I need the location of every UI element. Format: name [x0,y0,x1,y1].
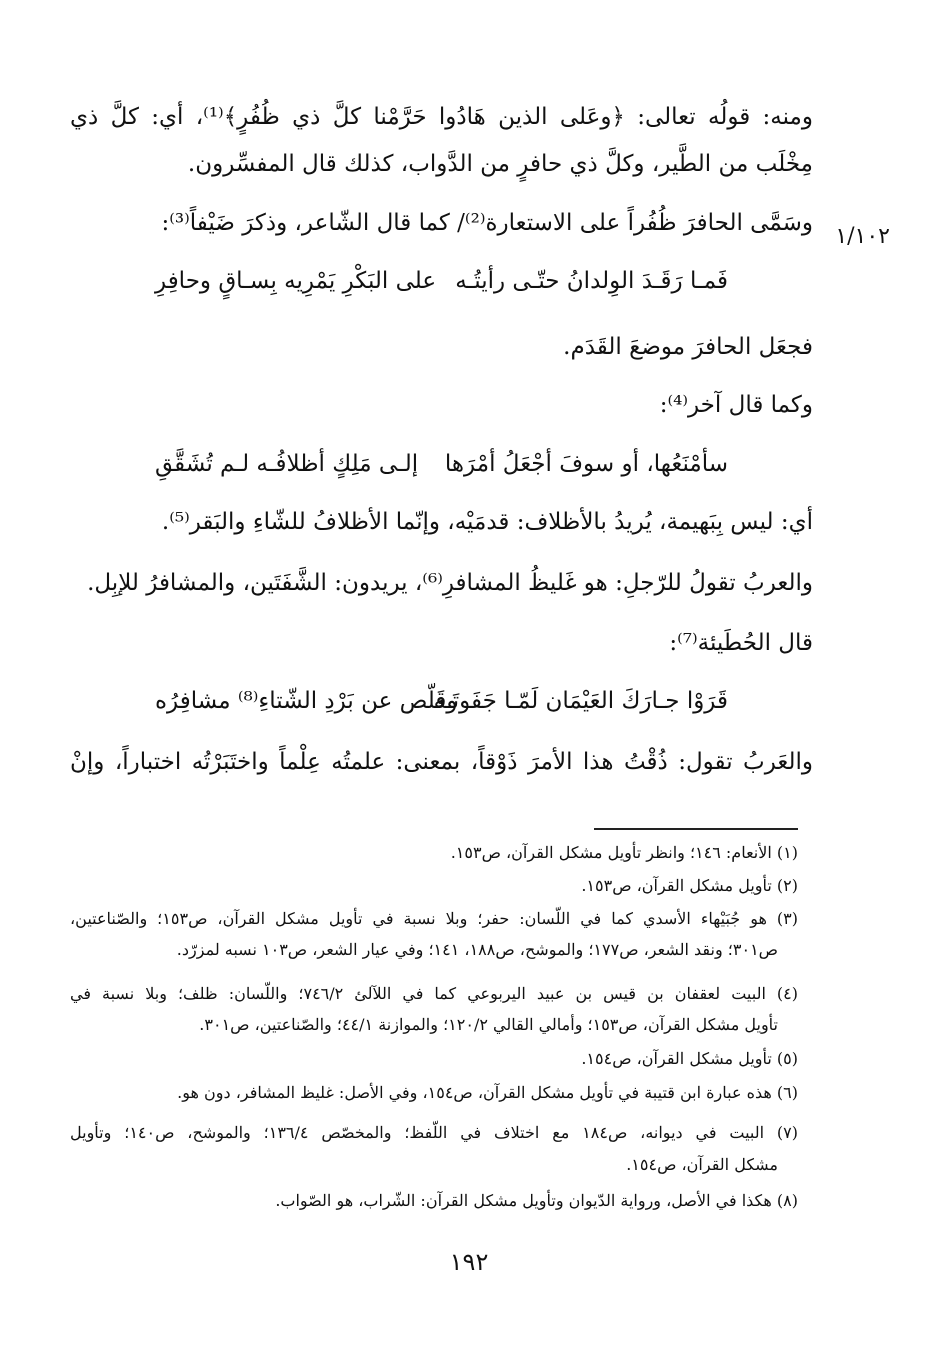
verse-1-second-hemistich: على البَكْرِ يَمْرِيه بِسـاقٍ وحافِرِ [155,268,437,294]
verse-3-second-hemistich: وقَلّص عن بَرْدِ الشّتاءِ⁽⁸⁾ مشافِرُه [155,688,458,714]
footnote-1: (١) الأنعام: ١٤٦؛ وانظر تأويل مشكل القرآن، ص١٥٣. [450,843,798,862]
footnote-separator [594,828,798,830]
footnote-6: (٦) هذه عبارة ابن قتيبة في تأويل مشكل القرآن، ص١٥٤، وفي الأصل: غليظ المشافر، دون هو. [177,1083,798,1102]
footnote-3: (٣) هو جُبَيْهاء الأسدي كما في اللّسان: حفر؛ وبلا نسبة في تأويل مشكل القرآن، ص١٥٣؛ والصّناعتين، [70,909,799,928]
verse-1-first-hemistich: فَمـا رَقَـدَ الوِلدانُ حتّـى رأيتُـه [455,268,728,294]
body-line-8: قال الحُطَيئة⁽⁷⁾: [669,630,813,656]
body-line-7: والعربُ تقولُ للرّجلِ: هو غَليظُ المشافرِ⁽⁶⁾، يريدون: الشَّفَتَين، والمشافرُ للإبِل. [87,570,813,596]
page-number: ١٩٢ [449,1248,489,1276]
footnote-4-continued: تأويل مشكل القرآن، ص١٥٣؛ وأمالي القالي ١٢٠/٢؛ والموازنة ٤٤/١؛ والصّناعتين، ص٣٠١. [199,1015,778,1034]
footnote-3-continued: ص٣٠١؛ ونقد الشعر، ص١٧٧؛ والموشح، ص١٨٨، ١٤١؛ وفي عيار الشعر، ص١٠٣ نسبه لمزرّد. [176,940,778,959]
footnote-2: (٢) تأويل مشكل القرآن، ص١٥٣. [581,876,798,895]
body-line-1: ومنه: قولُه تعالى: ﴿وعَلى الذين هَادُوا حَرَّمْنا كلَّ ذي ظُفُرٍ﴾⁽¹⁾، أي: كلَّ ذي [70,104,813,130]
footnote-7-continued: مشكل القرآن، ص١٥٤. [626,1155,778,1174]
footnote-8: (٨) هكذا في الأصل، ورواية الدّيوان وتأويل مشكل القرآن: الشّراب، هو الصّواب. [275,1191,798,1210]
marginal-page-reference: ١/١٠٢ [835,224,890,249]
body-line-5: وكما قال آخر⁽⁴⁾: [659,392,813,418]
footnote-7: (٧) البيت في ديوانه، ص١٨٤ مع اختلاف في اللّفظ؛ والمخصّص ١٣٦/٤؛ والموشح، ص١٤٠؛ وتأويل [70,1123,799,1142]
verse-2-first-hemistich: سأمْنَعُها، أو سوفَ أجْعَلُ أمْرَها [444,451,728,477]
footnote-4: (٤) البيت لعقفان بن قيس بن عبيد اليربوعي كما في اللآلئ ٧٤٦/٢؛ واللّسان: ظلف؛ وبلا نسبة في [70,984,799,1003]
verse-3-first-hemistich: قَرَوْا جـارَكَ العَيْمَان لَمّـا جَفَوتَـه [433,688,728,714]
verse-2-second-hemistich: إلـى مَلِكٍ أظلافُـه لـم تُشَقَّقِ [155,451,419,477]
body-line-2: مِخْلَب من الطَّير، وكلَّ ذي حافرٍ من الدَّواب، كذلك قال المفسِّرون. [187,151,813,177]
body-line-4: فجعَل الحافرَ موضعَ القَدَم. [563,334,813,360]
body-line-6: أي: ليس بِبَهيمة، يُريدُ بالأظلاف: قدمَيْه، وإنّما الأظلافُ للشّاءِ والبَقر⁽⁵⁾. [161,509,813,535]
body-line-3: وسَمَّى الحافرَ ظُفُراً على الاستعارة⁽²⁾/ كما قال الشّاعر، وذكرَ ضَيْفاً⁽³⁾: [161,210,813,236]
body-line-9: والعَربُ تقول: ذُقْتُ هذا الأمرَ ذَوْقاً، بمعنى: علمتُه عِلْماً واختَبَرْتُه اختباراً، وإنْ [70,749,813,775]
footnote-5: (٥) تأويل مشكل القرآن، ص١٥٤. [581,1049,798,1068]
